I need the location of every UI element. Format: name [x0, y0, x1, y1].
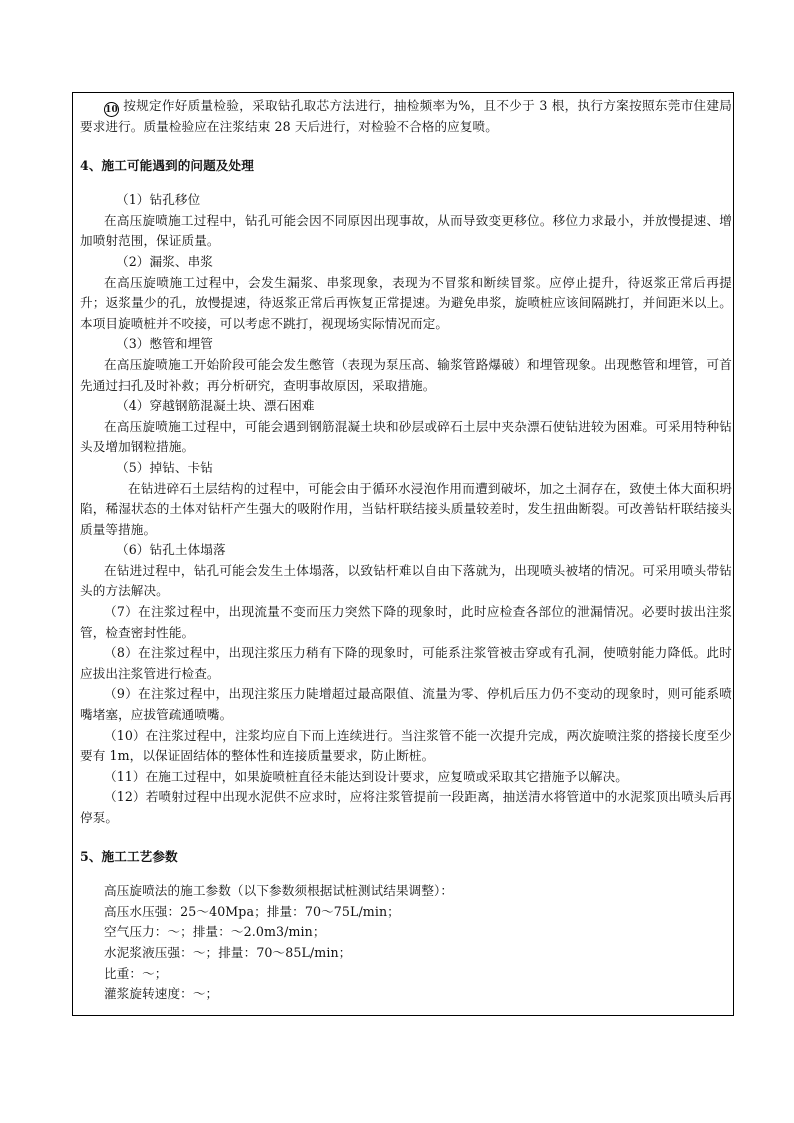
problem-1-body: 在高压旋喷施工过程中，钻孔可能会因不同原因出现事故，从而导致变更移位。移位力求最小，并放慢提速、增加喷射范围，保证质量。	[80, 212, 732, 249]
problem-7-paragraph: （7）在注浆过程中，出现流量不变而压力突然下降的现象时，此时应检查各部位的泄漏情况。必要时拔出注浆管，检查密封性能。	[80, 604, 732, 640]
problem-3-body: 在高压旋喷施工开始阶段可能会发生憋管（表现为泵压高、输浆管路爆破）和埋管现象。出现憋管和埋管，可首先通过扫孔及时补救；再分析研究，查明事故原因，采取措施。	[80, 356, 732, 393]
parameter-line: 灌浆旋转速度：～；	[104, 986, 219, 1002]
problem-1-title: （1）钻孔移位	[116, 192, 201, 208]
item-10-paragraph	[80, 96, 732, 138]
problem-5-body: 在钻进碎石土层结构的过程中，可能会由于循环水浸泡作用而遭到破坏，加之土洞存在，致使土体大面积坍陷，稀湿状态的土体对钻杆产生强大的吸附作用，当钻杆联结接头质量较差时，发生扭曲断裂。可改善钻杆联结接头质量等措施。	[80, 480, 732, 537]
problem-12-paragraph: （12）若喷射过程中出现水泥供不应求时，应将注浆管提前一段距离，抽送清水将管道中的水泥浆顶出喷头后再停泵。	[80, 789, 732, 825]
parameter-line: 空气压力：～；排量：～2.0m3/min；	[104, 924, 326, 940]
problem-2-title: （2）漏浆、串浆	[116, 253, 213, 269]
section-5-heading: 5、施工工艺参数	[80, 848, 178, 864]
document-body	[80, 96, 732, 1005]
circled-number-10: 10	[104, 102, 119, 117]
problem-4-body: 在高压旋喷施工过程中，可能会遇到钢筋混凝土块和砂层或碎石土层中夹杂漂石使钻进较为困难。可采用特种钻头及增加钢粒措施。	[80, 418, 732, 455]
problem-10-paragraph: （10）在注浆过程中，注浆均应自下而上连续进行。当注浆管不能一次提升完成，两次旋喷注浆的搭接长度至少要有 1m，以保证固结体的整体性和连接质量要求，防止断桩。	[80, 727, 732, 764]
parameter-line: 高压水压强：25～40Mpa；排量：70～75L/min；	[104, 903, 400, 919]
parameter-line: 水泥浆液压强：～；排量：70～85L/min；	[104, 944, 352, 960]
problem-6-body: 在钻进过程中，钻孔可能会发生土体塌落，以致钻杆难以自由下落就为，出现喷头被堵的情况。可采用喷头带钻头的方法解决。	[80, 562, 732, 599]
parameter-line: 比重：～；	[104, 965, 168, 981]
problem-4-title: （4）穿越钢筋混凝土块、漂石困难	[116, 398, 315, 414]
parameters-intro: 高压旋喷法的施工参数（以下参数须根据试桩测试结果调整）：	[104, 883, 454, 899]
problem-11-paragraph: （11）在施工过程中，如果旋喷桩直径未能达到设计要求，应复喷或采取其它措施予以解决。	[104, 768, 628, 784]
problem-6-title: （6）钻孔土体塌落	[116, 542, 226, 558]
problem-8-paragraph: （8）在注浆过程中，出现注浆压力稍有下降的现象时，可能系注浆管被击穿或有孔洞，使喷射能力降低。此时应拔出注浆管进行检查。	[80, 645, 732, 681]
item-10-text: 按规定作好质量检验，采取钻孔取芯方法进行，抽检频率为%，且不少于 3 根，执行方案按照东莞市住建局要求进行。质量检验应在注浆结束 28 天后进行，对检验不合格的应复喷。	[80, 98, 732, 134]
problem-5-title: （5）掉钻、卡钻	[116, 459, 213, 475]
problem-9-paragraph: （9）在注浆过程中，出现注浆压力陡增超过最高限值、流量为零、停机后压力仍不变动的现象时，则可能系喷嘴堵塞，应拔管疏通喷嘴。	[80, 686, 732, 723]
section-4-heading: 4、施工可能遇到的问题及处理	[80, 157, 254, 173]
problem-3-title: （3）憋管和埋管	[116, 336, 213, 352]
problem-2-body: 在高压旋喷施工过程中，会发生漏浆、串浆现象，表现为不冒浆和断续冒浆。应停止提升，待返浆正常后再提升；返浆量少的孔，放慢提速，待返浆正常后再恢复正常提速。为避免串浆，旋喷桩应该间隔跳打，并间距米以上。本项目旋喷桩并不咬接，可以考虑不跳打，视现场实际情况而定。	[80, 274, 732, 331]
